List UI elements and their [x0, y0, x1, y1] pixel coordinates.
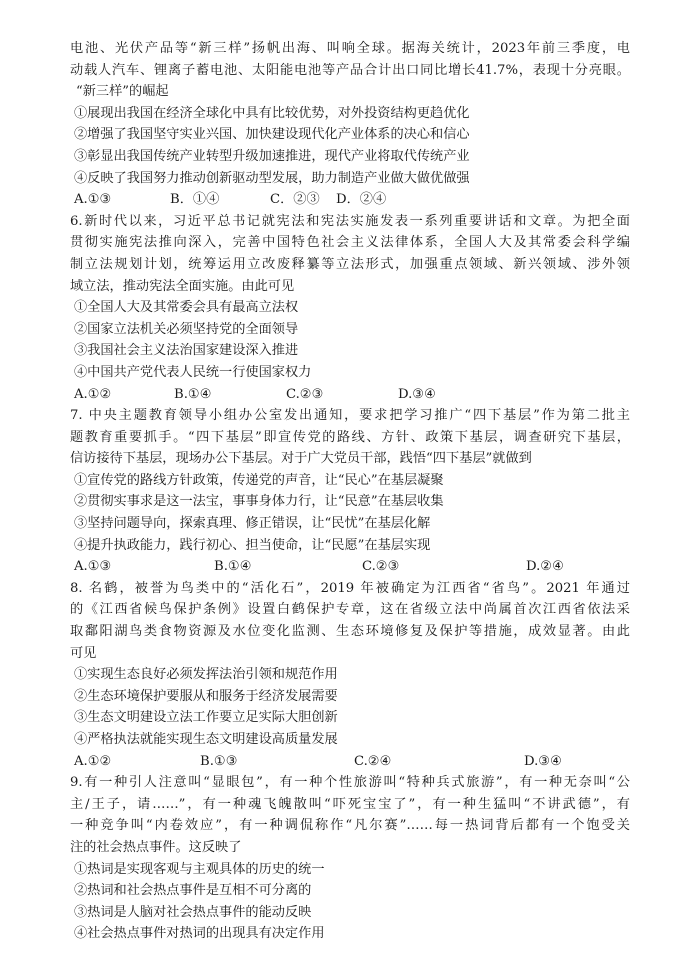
question-7-option: ①宣传党的路线方针政策，传递党的声音，让“民心”在基层凝聚 — [74, 472, 444, 488]
question-5-option: ①展现出我国在经济全球化中具有比较优势，对外投资结构更趋优化 — [74, 105, 470, 121]
question-9-stem-line: 一种竞争叫“内卷效应”，有一种调侃称作“凡尔赛”……每一热词背后都有一个饱受关 — [70, 818, 630, 834]
question-5-stem-line: 电池、光伏产品等“新三样”扬帆出海、叫响全球。据海关统计，2023年前三季度，电 — [70, 41, 630, 56]
question-5 — [0, 38, 688, 211]
question-7-stem-line: 题教育重要抓手。“四下基层”即宣传党的路线、方针、政策下基层，调查研究下基层， — [70, 429, 630, 445]
choice-a: A.①② — [74, 753, 112, 769]
question-6 — [0, 211, 688, 405]
question-9-option: ②热词和社会热点事件是互相不可分离的 — [74, 883, 312, 899]
question-8-stem-line: 取鄱阳湖鸟类食物资源及水位变化监测、生态环境修复及保护等措施，成效显著。由此 — [70, 624, 630, 640]
choice-c: C．②③ — [270, 192, 320, 208]
question-9-option: ④社会热点事件对热词的出现具有决定作用 — [74, 926, 325, 942]
question-5-stem-line: 动载人汽车、锂离子蓄电池、太阳能电池等产品合计出口同比增长41.7%，表现十分亮眼。 — [70, 62, 630, 78]
choice-b: B.①④ — [174, 386, 212, 402]
question-9-option: ③热词是人脑对社会热点事件的能动反映 — [74, 904, 312, 920]
question-9-stem-line: 9.有一种引人注意叫“显眼包”，有一种个性旅游叫“特种兵式旅游”，有一种无奈叫“公 — [70, 775, 630, 791]
question-7-option: ③坚持问题导向，探索真理、修正错误，让“民忧”在基层化解 — [74, 516, 431, 532]
question-7-option: ②贯彻实事求是这一法宝，事事身体力行，让“民意”在基层收集 — [74, 494, 444, 510]
choice-d: D.③④ — [398, 386, 436, 402]
question-6-choices — [74, 384, 630, 406]
question-7-stem-line: 信访接待下基层，现场办公下基层。对于广大党员干部，践悟“四下基层”就做到 — [70, 451, 532, 467]
question-7 — [0, 405, 688, 578]
question-5-option: ③彰显出我国传统产业转型升级加速推进，现代产业将取代传统产业 — [74, 148, 470, 164]
question-8 — [0, 578, 688, 772]
question-6-stem-line: 制立法规划计划，统筹运用立改废释纂等立法形式，加强重点领域、新兴领域、涉外领 — [70, 256, 630, 272]
question-5-option: ②增强了我国坚守实业兴国、加快建设现代化产业体系的决心和信心 — [74, 127, 470, 143]
question-8-option: ③生态文明建设立法工作要立足实际大胆创新 — [74, 710, 338, 726]
question-8-option: ①实现生态良好必须发挥法治引领和规范作用 — [74, 667, 338, 683]
question-8-option: ④严格执法就能实现生态文明建设高质量发展 — [74, 732, 338, 747]
choice-b: B．①④ — [170, 192, 220, 208]
question-9 — [0, 772, 688, 945]
question-5-choices — [74, 189, 630, 211]
question-7-option: ④提升执政能力，践行初心、担当使命，让“民愿”在基层实现 — [74, 537, 431, 553]
choice-b: B.①④ — [214, 559, 252, 575]
choice-d: D.③④ — [524, 753, 562, 769]
question-6-option: ③我国社会主义法治国家建设深入推进 — [74, 343, 299, 359]
question-9-option: ①热词是实现客观与主观具体的历史的统一 — [74, 861, 325, 877]
choice-c: C.②③ — [362, 559, 400, 575]
question-6-option: ②国家立法机关必须坚持党的全面领导 — [74, 321, 299, 337]
question-6-stem-line: 域立法，推动宪法全面实施。由此可见 — [70, 278, 295, 294]
question-8-choices — [74, 751, 630, 773]
question-6-option: ④中国共产党代表人民统一行使国家权力 — [74, 364, 312, 380]
choice-d: D.②④ — [526, 559, 564, 575]
question-6-stem-line: 贯彻实施宪法推向深入，完善中国特色社会主义法律体系，全国人大及其常委会科学编 — [70, 235, 630, 251]
question-7-choices — [74, 556, 630, 578]
choice-a: A.①③ — [74, 559, 112, 575]
choice-d: D．②④ — [336, 192, 387, 208]
question-8-stem-line: 8. 名鹤，被誉为鸟类中的“活化石”，2019 年被确定为江西省“省鸟”。2021 年通过 — [70, 580, 630, 596]
question-8-stem-line: 的《江西省候鸟保护条例》设置白鹤保护专章，这在省级立法中尚属首次江西省依法采 — [70, 602, 630, 618]
question-6-stem-line: 6.新时代以来，习近平总书记就宪法和宪法实施发表一系列重要讲话和文章。为把全面 — [70, 213, 630, 229]
question-9-stem-line: 注的社会热点事件。这反映了 — [70, 839, 242, 855]
question-5-stem-line: “新三样”的崛起 — [76, 84, 169, 100]
choice-a: A.①② — [74, 386, 112, 402]
question-5-option: ④反映了我国努力推动创新驱动型发展，助力制造产业做大做优做强 — [74, 170, 470, 186]
question-7-stem-line: 7. 中央主题教育领导小组办公室发出通知，要求把学习推广“四下基层”作为第二批主 — [70, 408, 630, 424]
choice-b: B.①③ — [200, 753, 238, 769]
question-9-stem-line: 主/王子，请……”，有一种魂飞魄散叫“吓死宝宝了”，有一种生猛叫“不讲武德”，有 — [70, 796, 630, 812]
choice-c: C.②④ — [354, 753, 392, 769]
question-8-option: ②生态环境保护要服从和服务于经济发展需要 — [74, 688, 338, 704]
choice-a: A.①③ — [74, 192, 112, 208]
question-8-stem-line: 可见 — [70, 645, 97, 661]
choice-c: C.②③ — [286, 386, 324, 402]
question-6-option: ①全国人大及其常委会具有最高立法权 — [74, 300, 299, 316]
